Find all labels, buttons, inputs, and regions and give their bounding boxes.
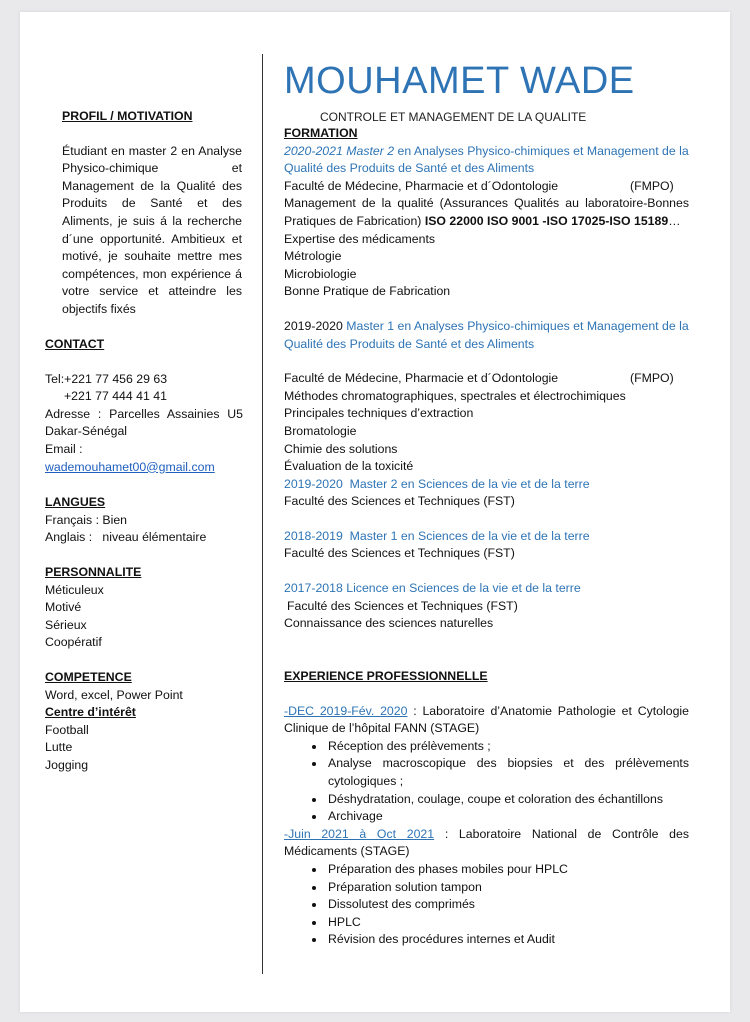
formation-date: 2020-2021 bbox=[284, 143, 343, 158]
langues-section bbox=[45, 494, 245, 547]
contact-email-label: Email : bbox=[45, 441, 83, 456]
formation-iso: ISO 22000 ISO 9001 -ISO 17025-ISO 15189 bbox=[424, 213, 669, 228]
interet-item: Football bbox=[45, 722, 89, 737]
personnalite-section bbox=[45, 564, 245, 652]
experience-task: • Analyse macroscopique des biopsies et des prélèvements cytologiques ; bbox=[326, 755, 689, 790]
experience-task: • Déshydratation, coulage, coupe et coloration des échantillons bbox=[326, 791, 689, 809]
formation-entry-title bbox=[284, 476, 689, 494]
formation-item: Principales techniques d’extraction bbox=[284, 406, 474, 421]
formation-field: en Analyses Physico-chimiques et Management de la Qualité des Produits de Santé et des Aliments bbox=[284, 143, 689, 176]
formation-school-line bbox=[284, 178, 689, 196]
experience-task: • HPLC bbox=[326, 914, 689, 932]
langue-item: Anglais : niveau élémentaire bbox=[45, 530, 207, 545]
formation-school: Faculté des Sciences et Techniques (FST) bbox=[284, 546, 515, 561]
contact-heading: CONTACT bbox=[45, 337, 105, 351]
experience-entry: -Juin 2021 à Oct 2021 : Laboratoire National de Contrôle des Médicaments (STAGE) bbox=[284, 826, 689, 859]
contact-email-link[interactable]: wademouhamet00@gmail.com bbox=[45, 459, 215, 474]
experience-task: • Réception des prélèvements ; bbox=[326, 738, 689, 756]
personnalite-heading: PERSONNALITE bbox=[45, 565, 142, 579]
experience-heading: EXPERIENCE PROFESSIONNELLE bbox=[284, 669, 488, 683]
formation-item: Méthodes chromatographiques, spectrales et électrochimiques bbox=[284, 388, 626, 403]
formation-section bbox=[284, 125, 689, 633]
formation-date: 2017-2018 bbox=[284, 581, 343, 596]
formation-school: Faculté des Sciences et Techniques (FST) bbox=[287, 598, 518, 613]
experience-task-list bbox=[284, 738, 689, 826]
formation-management: Management de la qualité (Assurances Qualités au laboratoire-Bonnes Pratiques de Fabrication) ISO 22000 ISO 9001 -ISO 17025-ISO 15189… bbox=[284, 196, 689, 228]
experience-task: • Préparation solution tampon bbox=[326, 879, 689, 897]
candidate-title: CONTROLE ET MANAGEMENT DE LA QUALITE bbox=[320, 110, 587, 124]
formation-title: Master 1 en Analyses Physico-chimiques et Management de la Qualité des Produits de Santé et des Aliments bbox=[284, 318, 689, 351]
formation-item: Métrologie bbox=[284, 249, 342, 264]
formation-extra: Connaissance des sciences naturelles bbox=[284, 616, 494, 631]
experience-task: • Préparation des phases mobiles pour HPLC bbox=[326, 861, 689, 879]
formation-title: Master 1 en Sciences de la vie et de la terre bbox=[349, 528, 590, 543]
formation-entry-title bbox=[284, 143, 689, 178]
interet-item: Jogging bbox=[45, 757, 89, 772]
formation-date: 2019-2020 bbox=[284, 476, 343, 491]
formation-heading: FORMATION bbox=[284, 126, 358, 140]
formation-school: Faculté des Sciences et Techniques (FST) bbox=[284, 494, 515, 509]
cv-page bbox=[20, 12, 730, 1012]
experience-task: • Dissolutest des comprimés bbox=[326, 896, 689, 914]
langues-heading: LANGUES bbox=[45, 495, 106, 509]
experience-task: • Révision des procédures internes et Audit bbox=[326, 931, 689, 949]
column-divider bbox=[262, 54, 263, 974]
personnalite-item: Motivé bbox=[45, 600, 82, 615]
competence-text: Word, excel, Power Point bbox=[45, 687, 183, 702]
formation-item: Bromatologie bbox=[284, 423, 357, 438]
formation-date: 2019-2020 bbox=[284, 318, 343, 333]
profil-heading: PROFIL / MOTIVATION bbox=[62, 109, 193, 123]
formation-title: Master 2 en Sciences de la vie et de la terre bbox=[349, 476, 590, 491]
contact-tel-2: +221 77 444 41 41 bbox=[64, 389, 167, 404]
contact-address: Adresse : Parcelles Assainies U5 Dakar-Sénégal bbox=[45, 406, 243, 439]
formation-school-line bbox=[284, 370, 689, 388]
competence-section bbox=[45, 669, 245, 775]
experience-entry: -DEC 2019-Fév. 2020 : Laboratoire d’Anatomie Pathologie et Cytologie Clinique de l’hôpital FANN (STAGE) bbox=[284, 703, 689, 736]
experience-task: • Archivage bbox=[326, 808, 689, 826]
formation-school-abbr: (FMPO) bbox=[630, 371, 674, 386]
personnalite-item: Méticuleux bbox=[45, 582, 104, 597]
personnalite-item: Coopératif bbox=[45, 635, 102, 650]
formation-item: Microbiologie bbox=[284, 266, 357, 281]
experience-desc: Laboratoire National de Contrôle des Médicaments (STAGE) bbox=[284, 826, 689, 859]
experience-date: -Juin 2021 à Oct 2021 bbox=[284, 826, 435, 841]
interet-item: Lutte bbox=[45, 740, 73, 755]
profil-section bbox=[62, 108, 262, 319]
formation-item: Expertise des médicaments bbox=[284, 231, 436, 246]
experience-desc: Laboratoire d’Anatomie Pathologie et Cytologie Clinique de l’hôpital FANN (STAGE) bbox=[284, 703, 689, 736]
contact-tel-1: Tel:+221 77 456 29 63 bbox=[45, 371, 168, 386]
contact-section bbox=[45, 336, 245, 476]
formation-item: Bonne Pratique de Fabrication bbox=[284, 284, 451, 299]
personnalite-item: Sérieux bbox=[45, 617, 87, 632]
experience-date: -DEC 2019-Fév. 2020 bbox=[284, 703, 408, 718]
profil-text: Étudiant en master 2 en Analyse Physico-chimique et Management de la Qualité des Produits de Santé et des Aliments, je suis á la recherche d´une opportunité. Ambitieux et motivé, je souhaite mettre mes compétences, mon expérience á votre service et atteindre les objectifs fixés bbox=[62, 143, 242, 316]
formation-school-abbr: (FMPO) bbox=[630, 178, 674, 193]
formation-title: Licence en Sciences de la vie et de la terre bbox=[346, 581, 581, 596]
formation-entry-title bbox=[284, 528, 689, 546]
interets-heading: Centre d’intérêt bbox=[45, 705, 136, 720]
formation-date: 2018-2019 bbox=[284, 528, 343, 543]
competence-heading: COMPETENCE bbox=[45, 670, 132, 684]
langue-item: Français : Bien bbox=[45, 512, 128, 527]
formation-school: Faculté de Médecine, Pharmacie et d´Odontologie bbox=[284, 371, 559, 386]
formation-degree: Master 2 bbox=[346, 143, 395, 158]
formation-item: Chimie des solutions bbox=[284, 441, 398, 456]
candidate-name: MOUHAMET WADE bbox=[284, 60, 635, 102]
formation-entry-title bbox=[284, 580, 689, 598]
formation-item: Évaluation de la toxicité bbox=[284, 459, 414, 474]
experience-task-list bbox=[284, 861, 689, 949]
experience-section bbox=[284, 668, 689, 949]
formation-entry-title bbox=[284, 318, 689, 353]
formation-school: Faculté de Médecine, Pharmacie et d´Odontologie bbox=[284, 178, 559, 193]
